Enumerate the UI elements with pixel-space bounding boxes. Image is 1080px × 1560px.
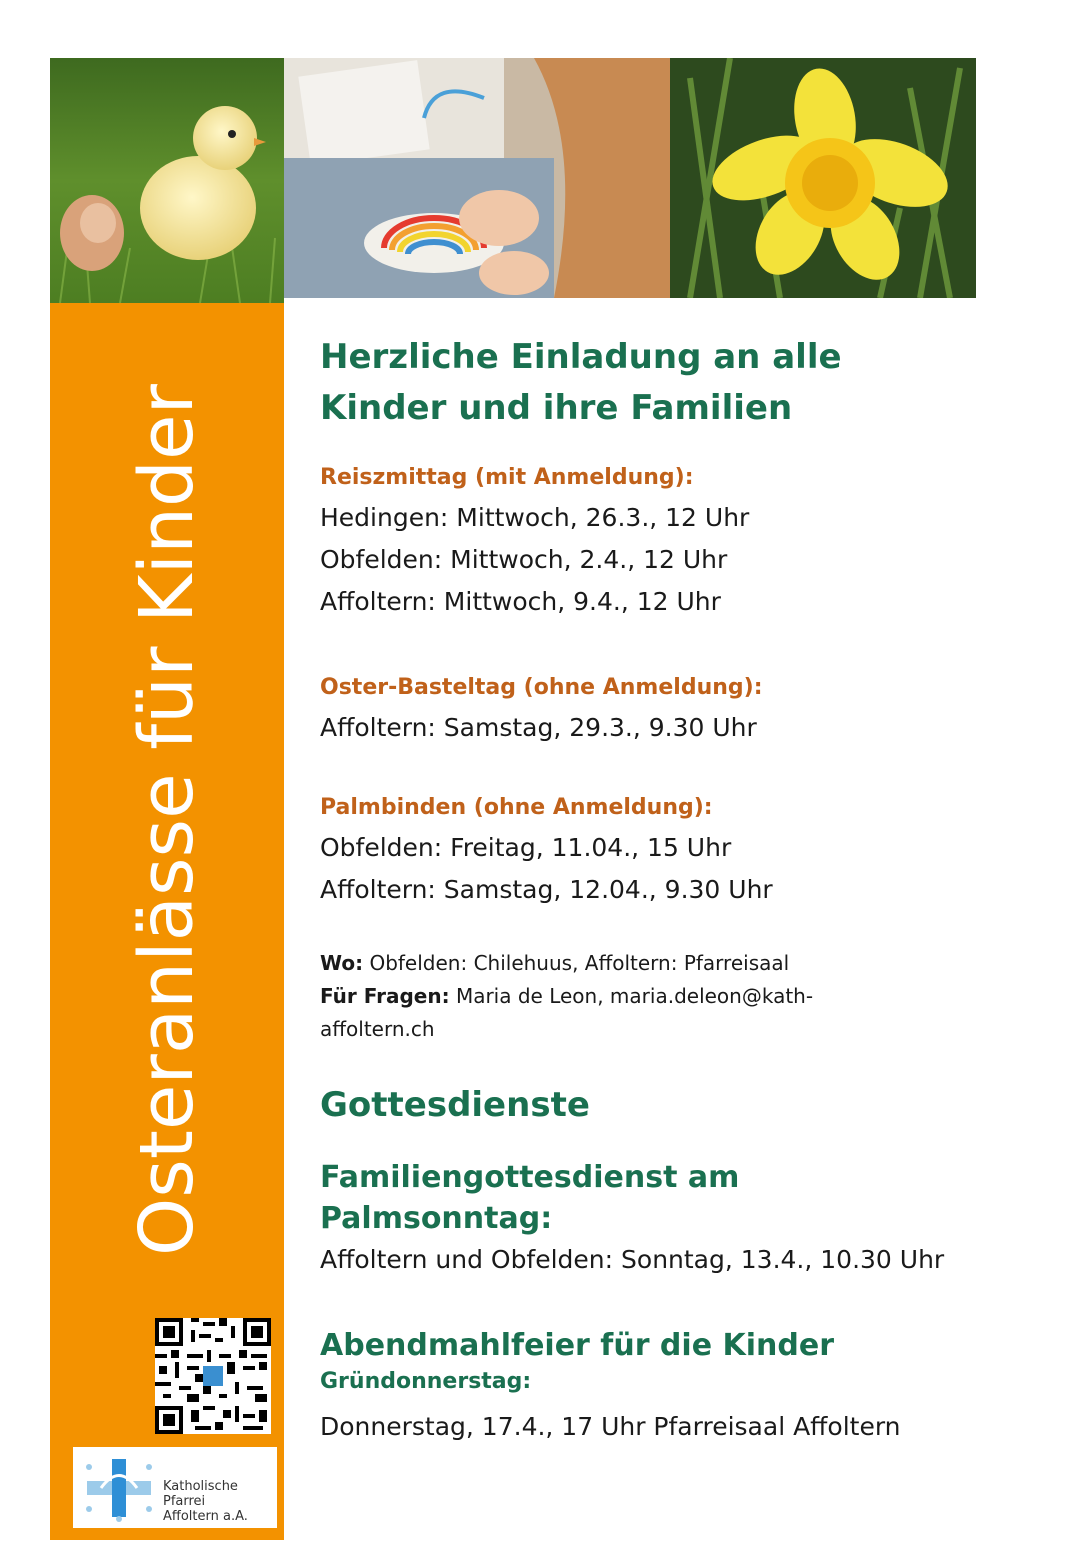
palmbinden-heading: Palmbinden (ohne Anmeldung): (320, 795, 713, 820)
contact-label: Für Fragen: (320, 984, 450, 1008)
contact-info (320, 980, 1020, 1013)
location-info (320, 947, 1020, 980)
reiszmittag-item: Obfelden: Mittwoch, 2.4., 12 Uhr (320, 545, 728, 574)
logo-text (163, 1479, 277, 1524)
familiengottesdienst-heading (320, 1157, 1020, 1239)
parish-cross-icon (79, 1453, 159, 1523)
main-content (320, 332, 1020, 1448)
location-text: Obfelden: Chilehuus, Affoltern: Pfarreisaal (363, 951, 790, 975)
abendmahl-heading: Abendmahlfeier für die Kinder (320, 1328, 834, 1363)
qr-code-icon (155, 1318, 271, 1434)
abendmahl-text: Donnerstag, 17.4., 17 Uhr Pfarreisaal Affoltern (320, 1412, 901, 1441)
contact-info-continued: affoltern.ch (320, 1017, 435, 1041)
familiengottesdienst-heading-line-1: Familiengottesdienst am (320, 1160, 740, 1195)
reiszmittag-item: Hedingen: Mittwoch, 26.3., 12 Uhr (320, 503, 750, 532)
palmbinden-item: Obfelden: Freitag, 11.04., 15 Uhr (320, 833, 732, 862)
daffodil-photo (670, 58, 976, 298)
reiszmittag-item: Affoltern: Mittwoch, 9.4., 12 Uhr (320, 587, 721, 616)
reiszmittag-heading: Reiszmittag (mit Anmeldung): (320, 465, 694, 490)
logo-line-1: Katholische Pfarrei (163, 1479, 238, 1509)
abendmahl-subheading: Gründonnerstag: (320, 1369, 532, 1394)
contact-text: Maria de Leon, maria.deleon@kath- (449, 984, 814, 1008)
intro-heading-line-2: Kinder und ihre Familien (320, 388, 793, 428)
familiengottesdienst-heading-line-2: Palmsonntag: (320, 1201, 553, 1236)
basteltag-item: Affoltern: Samstag, 29.3., 9.30 Uhr (320, 713, 757, 742)
gottesdienste-heading: Gottesdienste (320, 1085, 590, 1125)
chick-photo (50, 58, 284, 303)
basteltag-heading: Oster-Basteltag (ohne Anmeldung): (320, 675, 763, 700)
vertical-title: Osteranlässe für Kinder (124, 384, 210, 1256)
intro-heading-line-1: Herzliche Einladung an alle (320, 337, 842, 377)
intro-heading (320, 332, 1020, 434)
logo-line-2: Affoltern a.A. (163, 1509, 248, 1524)
palmbinden-item: Affoltern: Samstag, 12.04., 9.30 Uhr (320, 875, 773, 904)
familiengottesdienst-text: Affoltern und Obfelden: Sonntag, 13.4., 10.30 Uhr (320, 1245, 945, 1274)
parish-logo (73, 1447, 277, 1528)
crafting-photo (284, 58, 670, 298)
location-label: Wo: (320, 951, 364, 975)
